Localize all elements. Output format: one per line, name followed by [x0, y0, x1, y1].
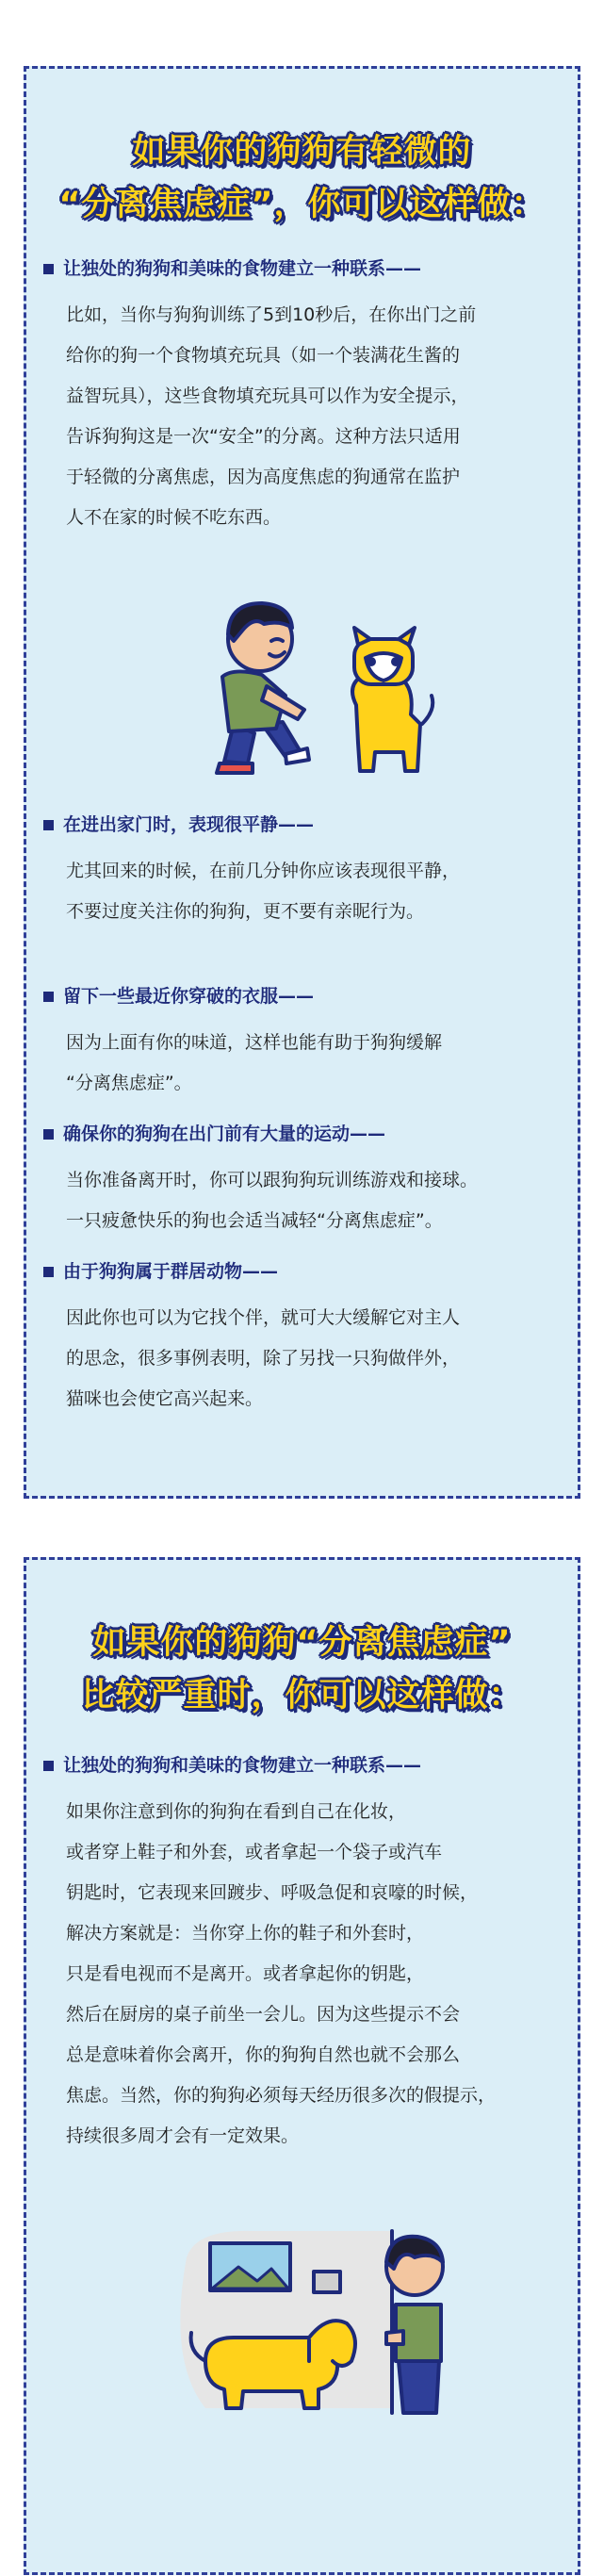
tip-line: 告诉狗狗这是一次“安全”的分离。这种方法只适用 [66, 426, 461, 447]
boy-peeking-dog-illustration [168, 2220, 450, 2418]
tip-line: 尤其回来的时候，在前几分钟你应该表现很平静， [66, 861, 461, 881]
tip-heading: 确保你的狗狗在出门前有大量的运动—— [43, 1121, 564, 1147]
bullet-square-icon [43, 1761, 54, 1771]
tip-line: 一只疲惫快乐的狗也会适当减轻“分离焦虑症”。 [66, 1210, 443, 1231]
tip-line: 的思念，很多事例表明，除了另找一只狗做伴外， [66, 1348, 461, 1369]
tip-section [43, 1258, 564, 1419]
tip-line: 比如，当你与狗狗训练了5到10秒后，在你出门之前 [66, 304, 477, 325]
tip-body [43, 1298, 564, 1419]
card-title-line: 如果你的狗狗有轻微的 [132, 133, 472, 171]
tip-body [43, 1792, 564, 2157]
tip-section [43, 1752, 564, 2157]
tip-heading: 留下一些最近你穿破的衣服—— [43, 983, 564, 1009]
tip-line: 焦虑。当然，你的狗狗必须每天经历很多次的假提示， [66, 2085, 497, 2106]
tip-line: 因此你也可以为它找个伴，就可大大缓解它对主人 [66, 1307, 461, 1328]
tips-card-mild [24, 66, 580, 1499]
tip-section [43, 812, 564, 932]
tip-heading: 让独处的狗狗和美味的食物建立一种联系—— [43, 1752, 564, 1779]
tip-line: 不要过度关注你的狗狗，更不要有亲昵行为。 [66, 901, 425, 922]
tip-line: 人不在家的时候不吃东西。 [66, 507, 282, 528]
tip-section [43, 255, 564, 538]
card-title-line: “分离焦虑症”，你可以这样做： [58, 186, 546, 223]
tip-body [43, 1023, 564, 1104]
tip-line: 钥匙时，它表现来回踱步、呼吸急促和哀嚎的时候， [66, 1882, 479, 1903]
card-title [26, 125, 578, 231]
tip-line: 解决方案就是：当你穿上你的鞋子和外套时， [66, 1923, 425, 1944]
boy-with-dog-illustration [196, 582, 441, 785]
tip-line: 猫咪也会使它高兴起来。 [66, 1388, 264, 1409]
tip-line: 于轻微的分离焦虑，因为高度焦虑的狗通常在监护 [66, 467, 461, 487]
tip-line: 然后在厨房的桌子前坐一会儿。因为这些提示不会 [66, 2004, 461, 2025]
tip-heading: 由于狗狗属于群居动物—— [43, 1258, 564, 1285]
tips-card-severe [24, 1557, 580, 2575]
tip-line: 给你的狗一个食物填充玩具（如一个装满花生酱的 [66, 345, 461, 366]
tip-line: 持续很多周才会有一定效果。 [66, 2125, 300, 2146]
card-title [26, 1616, 578, 1722]
card-title-line: 如果你的狗狗“分离焦虑症” [92, 1624, 512, 1662]
tip-line: 只是看电视而不是离开。或者拿起你的钥匙， [66, 1963, 425, 1984]
bullet-square-icon [43, 992, 54, 1002]
tip-line: 当你准备离开时，你可以跟狗狗玩训练游戏和接球。 [66, 1170, 479, 1190]
bullet-square-icon [43, 264, 54, 274]
bullet-square-icon [43, 1129, 54, 1140]
tip-body [43, 1160, 564, 1241]
bullet-square-icon [43, 1267, 54, 1277]
tip-line: 因为上面有你的味道，这样也能有助于狗狗缓解 [66, 1032, 443, 1053]
tip-body [43, 851, 564, 932]
tip-section [43, 983, 564, 1104]
tip-heading: 在进出家门时，表现很平静—— [43, 812, 564, 838]
tip-line: 总是意味着你会离开，你的狗狗自然也就不会那么 [66, 2044, 461, 2065]
tip-line: “分离焦虑症”。 [66, 1073, 192, 1093]
tip-line: 或者穿上鞋子和外套，或者拿起一个袋子或汽车 [66, 1842, 443, 1862]
tip-section [43, 1121, 564, 1241]
tip-heading: 让独处的狗狗和美味的食物建立一种联系—— [43, 255, 564, 282]
bullet-square-icon [43, 820, 54, 830]
card-title-line: 比较严重时，你可以这样做： [81, 1677, 523, 1715]
tip-line: 如果你注意到你的狗狗在看到自己在化妆， [66, 1801, 407, 1822]
tip-line: 益智玩具），这些食物填充玩具可以作为安全提示， [66, 386, 469, 406]
tip-body [43, 295, 564, 538]
